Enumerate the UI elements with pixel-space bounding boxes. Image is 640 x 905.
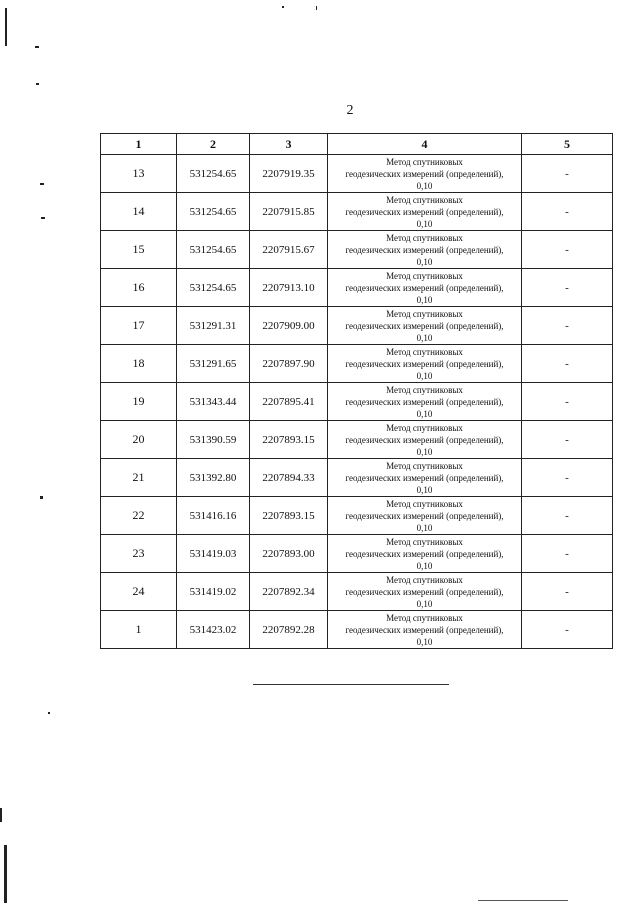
method-text-line: геодезических измерений (определений),	[345, 624, 504, 635]
note-cell: -	[522, 421, 613, 459]
table-body	[101, 155, 613, 649]
method-text-line: Метод спутниковых	[386, 232, 463, 243]
method-text-line: геодезических измерений (определений),	[345, 206, 504, 217]
y-coordinate-cell: 2207915.85	[250, 193, 328, 231]
x-coordinate-cell: 531419.03	[177, 535, 250, 573]
column-header-4: 4	[328, 134, 522, 155]
method-cell	[328, 231, 522, 269]
note-cell: -	[522, 611, 613, 649]
page-number: 2	[346, 103, 354, 118]
method-text-line: Метод спутниковых	[386, 498, 463, 509]
method-text-line: Метод спутниковых	[386, 574, 463, 585]
method-cell	[328, 155, 522, 193]
table-row	[101, 345, 613, 383]
note-cell: -	[522, 497, 613, 535]
x-coordinate-cell: 531254.65	[177, 155, 250, 193]
scan-mark	[48, 712, 50, 714]
y-coordinate-cell: 2207893.00	[250, 535, 328, 573]
method-text-line: 0,10	[416, 332, 433, 343]
x-coordinate-cell: 531343.44	[177, 383, 250, 421]
point-number-cell: 14	[101, 193, 177, 231]
method-text-line: Метод спутниковых	[386, 270, 463, 281]
point-number-cell: 22	[101, 497, 177, 535]
table-row	[101, 155, 613, 193]
method-text-line: геодезических измерений (определений),	[345, 510, 504, 521]
method-text-line: Метод спутниковых	[386, 384, 463, 395]
scan-mark	[316, 6, 317, 10]
method-cell	[328, 497, 522, 535]
note-cell: -	[522, 573, 613, 611]
method-cell	[328, 535, 522, 573]
point-number-cell: 21	[101, 459, 177, 497]
point-number-cell: 17	[101, 307, 177, 345]
x-coordinate-cell: 531416.16	[177, 497, 250, 535]
method-text-line: геодезических измерений (определений),	[345, 472, 504, 483]
footnote-separator-line	[253, 684, 449, 685]
method-text-line: Метод спутниковых	[386, 194, 463, 205]
y-coordinate-cell: 2207919.35	[250, 155, 328, 193]
note-cell: -	[522, 383, 613, 421]
column-header-1: 1	[101, 134, 177, 155]
method-text-line: 0,10	[416, 256, 433, 267]
method-text-line: 0,10	[416, 636, 433, 647]
point-number-cell: 23	[101, 535, 177, 573]
y-coordinate-cell: 2207897.90	[250, 345, 328, 383]
x-coordinate-cell: 531423.02	[177, 611, 250, 649]
method-cell	[328, 421, 522, 459]
point-number-cell: 1	[101, 611, 177, 649]
column-header-3: 3	[250, 134, 328, 155]
table-row	[101, 497, 613, 535]
method-text-line: 0,10	[416, 294, 433, 305]
scan-mark	[5, 8, 7, 46]
note-cell: -	[522, 193, 613, 231]
scan-mark	[40, 183, 44, 185]
y-coordinate-cell: 2207909.00	[250, 307, 328, 345]
method-text-line: 0,10	[416, 598, 433, 609]
x-coordinate-cell: 531254.65	[177, 193, 250, 231]
table-row	[101, 535, 613, 573]
method-text-line: 0,10	[416, 446, 433, 457]
x-coordinate-cell: 531419.02	[177, 573, 250, 611]
table-row	[101, 193, 613, 231]
method-text-line: геодезических измерений (определений),	[345, 548, 504, 559]
x-coordinate-cell: 531392.80	[177, 459, 250, 497]
method-text-line: геодезических измерений (определений),	[345, 320, 504, 331]
point-number-cell: 20	[101, 421, 177, 459]
method-text-line: Метод спутниковых	[386, 460, 463, 471]
y-coordinate-cell: 2207915.67	[250, 231, 328, 269]
method-text-line: геодезических измерений (определений),	[345, 396, 504, 407]
table-row	[101, 307, 613, 345]
method-cell	[328, 383, 522, 421]
method-text-line: 0,10	[416, 484, 433, 495]
method-text-line: Метод спутниковых	[386, 536, 463, 547]
column-header-2: 2	[177, 134, 250, 155]
method-text-line: геодезических измерений (определений),	[345, 434, 504, 445]
y-coordinate-cell: 2207895.41	[250, 383, 328, 421]
table-row	[101, 231, 613, 269]
point-number-cell: 18	[101, 345, 177, 383]
note-cell: -	[522, 459, 613, 497]
scan-mark	[282, 6, 284, 8]
table-row	[101, 383, 613, 421]
x-coordinate-cell: 531254.65	[177, 269, 250, 307]
note-cell: -	[522, 345, 613, 383]
method-cell	[328, 307, 522, 345]
y-coordinate-cell: 2207892.28	[250, 611, 328, 649]
table-row	[101, 611, 613, 649]
x-coordinate-cell: 531291.31	[177, 307, 250, 345]
method-cell	[328, 193, 522, 231]
y-coordinate-cell: 2207894.33	[250, 459, 328, 497]
x-coordinate-cell: 531390.59	[177, 421, 250, 459]
y-coordinate-cell: 2207893.15	[250, 421, 328, 459]
x-coordinate-cell: 531254.65	[177, 231, 250, 269]
point-number-cell: 24	[101, 573, 177, 611]
method-text-line: геодезических измерений (определений),	[345, 358, 504, 369]
scan-mark	[41, 217, 45, 219]
method-text-line: 0,10	[416, 370, 433, 381]
scan-mark	[40, 496, 43, 499]
method-text-line: Метод спутниковых	[386, 308, 463, 319]
method-text-line: 0,10	[416, 218, 433, 229]
method-text-line: 0,10	[416, 560, 433, 571]
point-number-cell: 13	[101, 155, 177, 193]
coordinates-table	[100, 133, 613, 649]
method-text-line: Метод спутниковых	[386, 612, 463, 623]
y-coordinate-cell: 2207893.15	[250, 497, 328, 535]
y-coordinate-cell: 2207892.34	[250, 573, 328, 611]
method-text-line: Метод спутниковых	[386, 156, 463, 167]
point-number-cell: 19	[101, 383, 177, 421]
method-text-line: геодезических измерений (определений),	[345, 282, 504, 293]
point-number-cell: 16	[101, 269, 177, 307]
method-text-line: геодезических измерений (определений),	[345, 586, 504, 597]
method-cell	[328, 573, 522, 611]
y-coordinate-cell: 2207913.10	[250, 269, 328, 307]
method-text-line: геодезических измерений (определений),	[345, 244, 504, 255]
bottom-corner-line	[478, 900, 568, 901]
table-row	[101, 269, 613, 307]
scan-mark	[4, 845, 7, 903]
note-cell: -	[522, 307, 613, 345]
scan-mark	[0, 808, 2, 822]
scan-mark	[35, 46, 39, 48]
table-header-row	[101, 134, 613, 155]
method-cell	[328, 345, 522, 383]
method-cell	[328, 611, 522, 649]
note-cell: -	[522, 231, 613, 269]
x-coordinate-cell: 531291.65	[177, 345, 250, 383]
table-row	[101, 421, 613, 459]
method-text-line: 0,10	[416, 408, 433, 419]
table-row	[101, 573, 613, 611]
column-header-5: 5	[522, 134, 613, 155]
method-text-line: геодезических измерений (определений),	[345, 168, 504, 179]
method-text-line: Метод спутниковых	[386, 422, 463, 433]
note-cell: -	[522, 155, 613, 193]
method-cell	[328, 459, 522, 497]
method-text-line: Метод спутниковых	[386, 346, 463, 357]
method-text-line: 0,10	[416, 522, 433, 533]
note-cell: -	[522, 535, 613, 573]
note-cell: -	[522, 269, 613, 307]
scan-mark	[36, 83, 39, 85]
method-text-line: 0,10	[416, 180, 433, 191]
point-number-cell: 15	[101, 231, 177, 269]
method-cell	[328, 269, 522, 307]
table-row	[101, 459, 613, 497]
